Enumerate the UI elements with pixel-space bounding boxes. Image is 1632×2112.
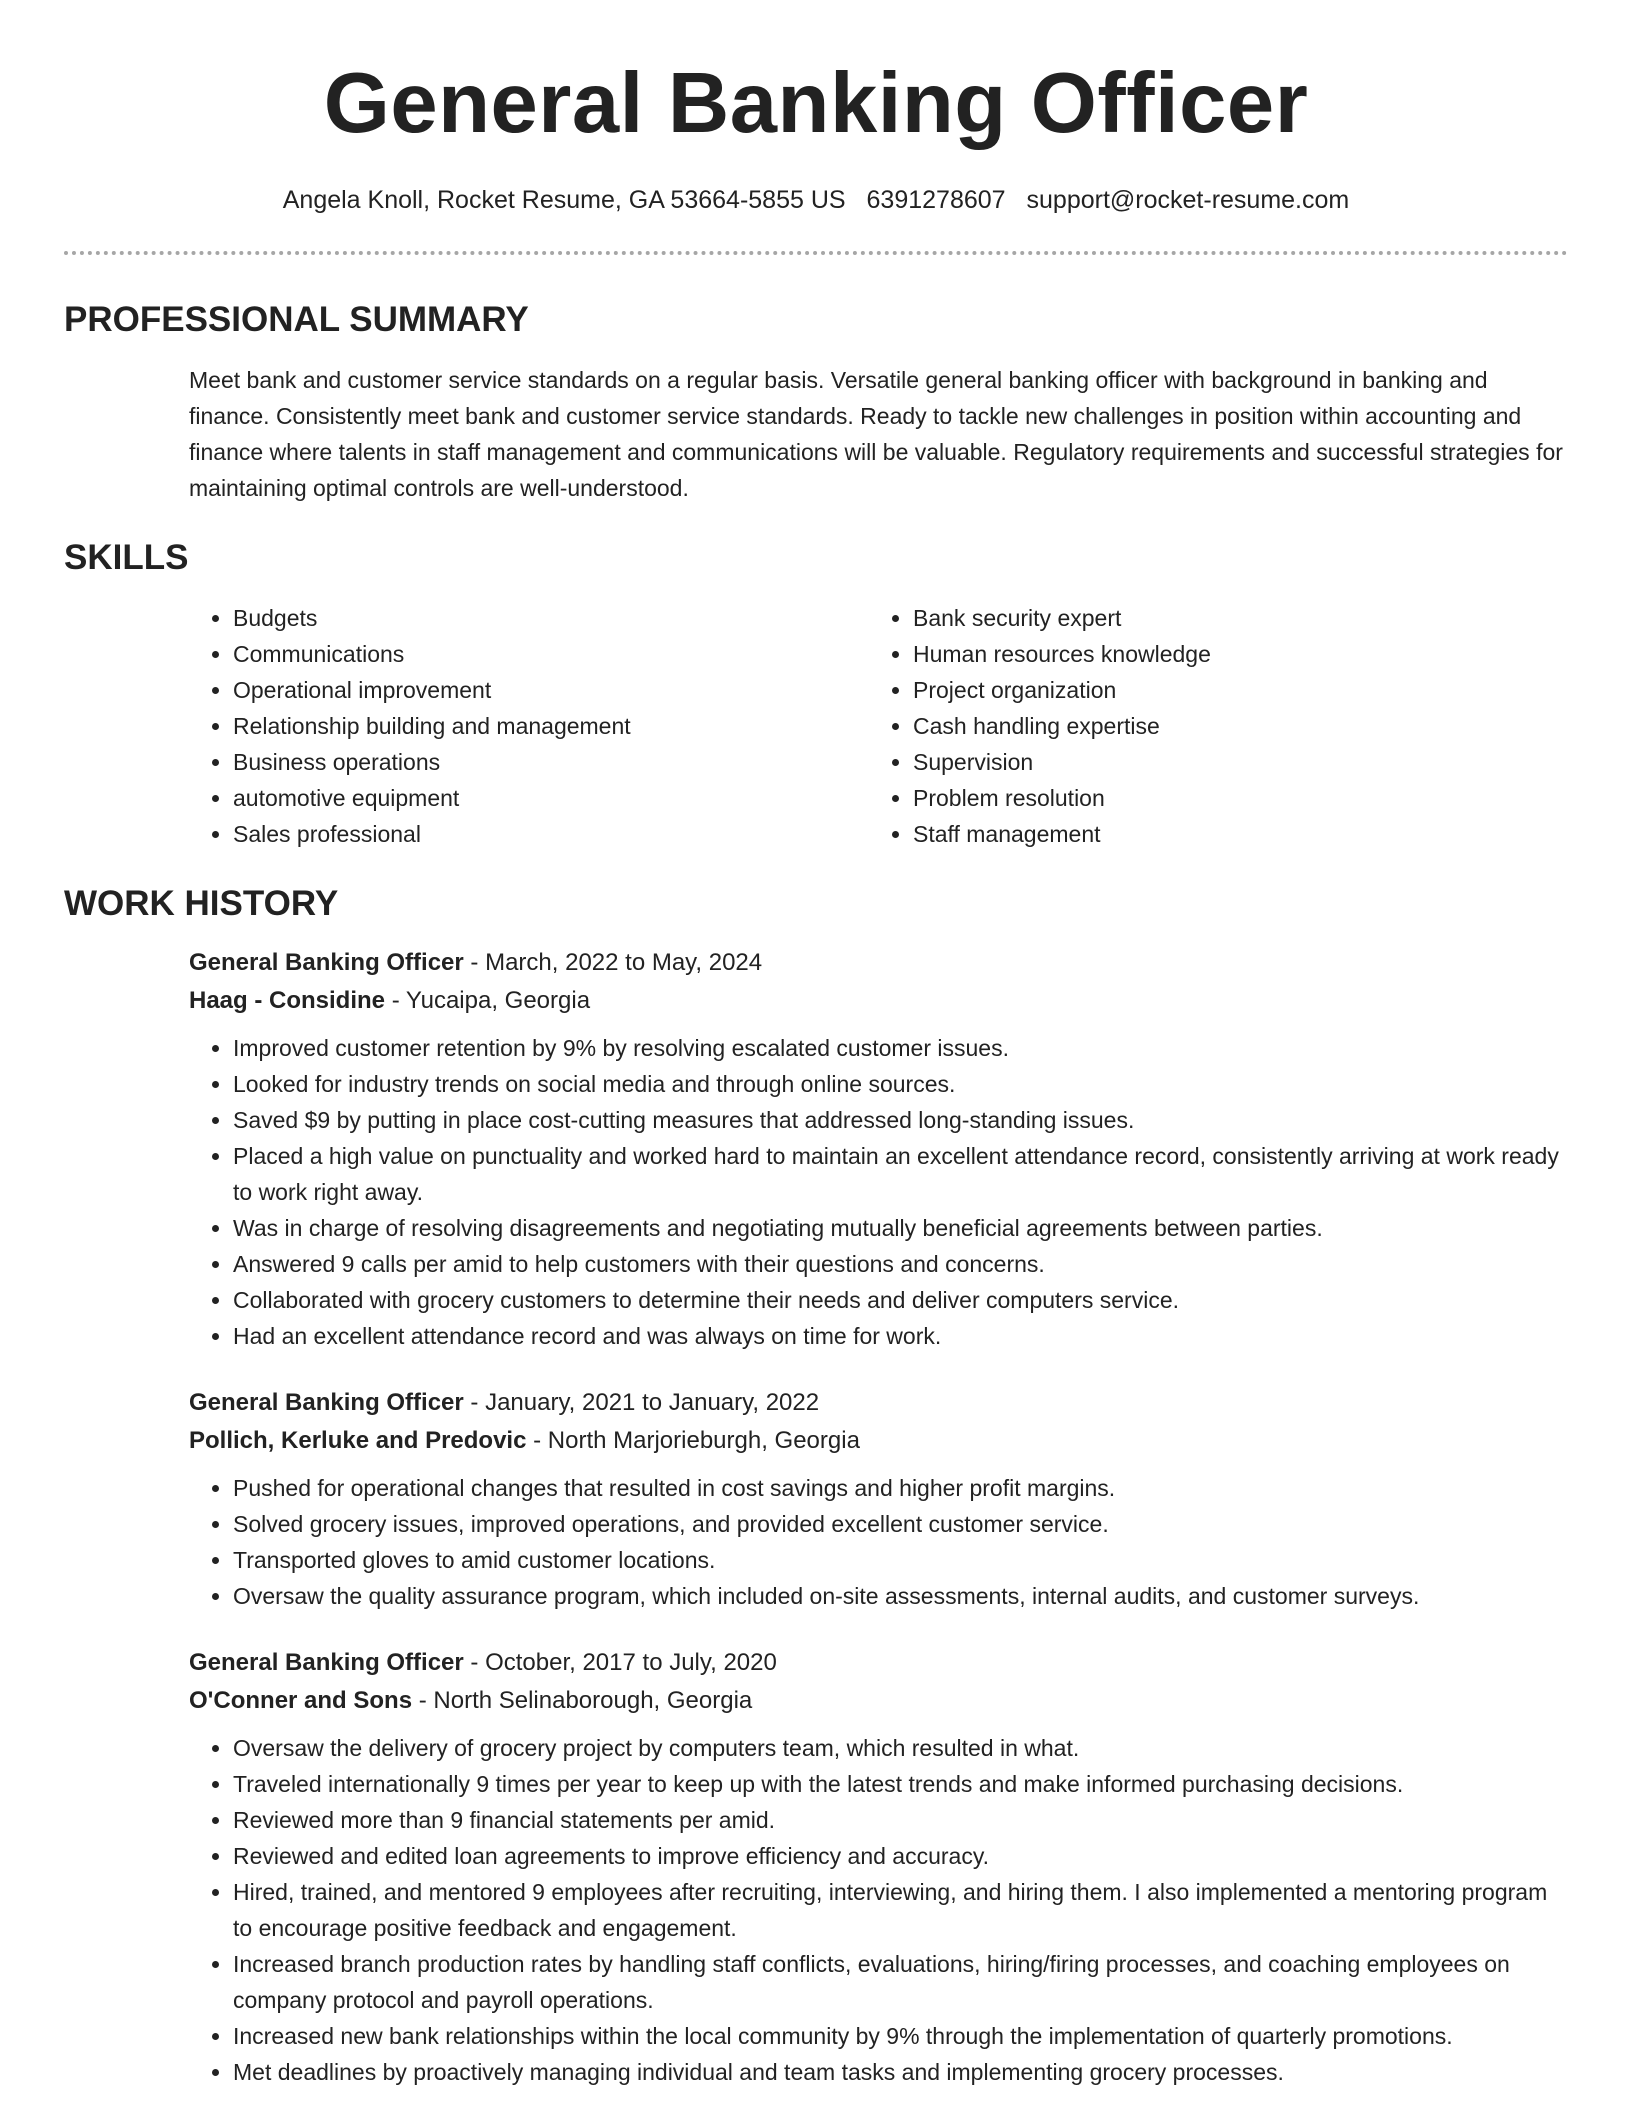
work-history-heading: WORK HISTORY bbox=[64, 884, 339, 923]
skill-item: • Human resources knowledge bbox=[913, 636, 1549, 672]
job-title: General Banking Officer bbox=[189, 1389, 464, 1416]
skills-columns bbox=[189, 600, 1568, 852]
job-bullet: • Placed a high value on punctuality and worked hard to maintain an excellent attendance record, consistently arriving at work ready to work right away. bbox=[233, 1138, 1569, 1210]
work-history-section bbox=[64, 882, 1568, 2090]
skill-item: • Staff management bbox=[913, 816, 1549, 852]
job-bullets bbox=[189, 1030, 1569, 1354]
job-entry bbox=[189, 1644, 1569, 2090]
job-bullet: • Improved customer retention by 9% by resolving escalated customer issues. bbox=[233, 1030, 1569, 1066]
summary-heading: PROFESSIONAL SUMMARY bbox=[64, 300, 529, 339]
skill-item: • Relationship building and management bbox=[233, 708, 869, 744]
job-bullet: • Oversaw the delivery of grocery project by computers team, which resulted in what. bbox=[233, 1730, 1569, 1766]
job-bullets bbox=[189, 1470, 1569, 1614]
job-bullet: • Traveled internationally 9 times per year to keep up with the latest trends and make informed purchasing decisions. bbox=[233, 1766, 1569, 1802]
job-entry bbox=[189, 1384, 1569, 1614]
job-company-line bbox=[189, 1682, 1569, 1720]
skill-item: • Sales professional bbox=[233, 816, 869, 852]
skill-item: • Project organization bbox=[913, 672, 1549, 708]
skill-item: • Supervision bbox=[913, 744, 1549, 780]
job-location: - Yucaipa, Georgia bbox=[385, 987, 591, 1014]
job-title-line bbox=[189, 1384, 1569, 1422]
skill-item: • Communications bbox=[233, 636, 869, 672]
job-company-line bbox=[189, 982, 1569, 1020]
skills-section bbox=[64, 536, 1568, 852]
job-bullet: • Oversaw the quality assurance program, which included on-site assessments, internal audits, and customer surveys. bbox=[233, 1578, 1569, 1614]
job-bullet: • Hired, trained, and mentored 9 employees after recruiting, interviewing, and hiring them. I also implemented a mentoring program to encourage positive feedback and engagement. bbox=[233, 1874, 1569, 1946]
contact-line bbox=[0, 182, 1632, 218]
contact-address: Angela Knoll, Rocket Resume, GA 53664-5855 US bbox=[282, 186, 846, 214]
skills-list-left bbox=[189, 600, 869, 852]
header-divider bbox=[64, 251, 1568, 255]
job-bullet: • Increased new bank relationships within the local community by 9% through the implementation of quarterly promotions. bbox=[233, 2018, 1569, 2054]
skill-item: • Cash handling expertise bbox=[913, 708, 1549, 744]
job-bullet: • Looked for industry trends on social media and through online sources. bbox=[233, 1066, 1569, 1102]
skills-list-right bbox=[869, 600, 1549, 852]
skill-item: • Budgets bbox=[233, 600, 869, 636]
contact-phone: 6391278607 bbox=[866, 186, 1006, 214]
job-bullet: • Met deadlines by proactively managing individual and team tasks and implementing grocery processes. bbox=[233, 2054, 1569, 2090]
summary-text: Meet bank and customer service standards on a regular basis. Versatile general banking officer with background in banking and finance. Consistently meet bank and customer service standards. Ready to tackle new challenges in position within accounting and finance where talents in staff management and communications will be valuable. Regulatory requirements and successful strategies for maintaining optimal controls are well-understood. bbox=[189, 367, 1563, 501]
job-bullet: • Saved $9 by putting in place cost-cutting measures that addressed long-standing issues. bbox=[233, 1102, 1569, 1138]
skills-heading: SKILLS bbox=[64, 538, 189, 577]
job-company: O'Conner and Sons bbox=[189, 1687, 413, 1714]
contact-email: support@rocket-resume.com bbox=[1026, 186, 1350, 214]
job-location: - North Marjorieburgh, Georgia bbox=[526, 1427, 860, 1454]
job-dates: - January, 2021 to January, 2022 bbox=[463, 1389, 820, 1416]
job-bullet: • Was in charge of resolving disagreements and negotiating mutually beneficial agreements between parties. bbox=[233, 1210, 1569, 1246]
job-bullet: • Collaborated with grocery customers to determine their needs and deliver computers service. bbox=[233, 1282, 1569, 1318]
skill-item: • automotive equipment bbox=[233, 780, 869, 816]
job-bullets bbox=[189, 1730, 1569, 2090]
skill-item: • Problem resolution bbox=[913, 780, 1549, 816]
job-company: Pollich, Kerluke and Predovic bbox=[189, 1427, 527, 1454]
job-company-line bbox=[189, 1422, 1569, 1460]
skill-item: • Operational improvement bbox=[233, 672, 869, 708]
job-dates: - October, 2017 to July, 2020 bbox=[463, 1649, 777, 1676]
job-bullet: • Pushed for operational changes that resulted in cost savings and higher profit margins. bbox=[233, 1470, 1569, 1506]
job-dates: - March, 2022 to May, 2024 bbox=[463, 949, 763, 976]
page-title: General Banking Officer bbox=[323, 56, 1309, 151]
job-title-line bbox=[189, 1644, 1569, 1682]
job-bullet: • Reviewed and edited loan agreements to improve efficiency and accuracy. bbox=[233, 1838, 1569, 1874]
skill-item: • Bank security expert bbox=[913, 600, 1549, 636]
job-bullet: • Increased branch production rates by handling staff conflicts, evaluations, hiring/firing processes, and coaching employees on company protocol and payroll operations. bbox=[233, 1946, 1569, 2018]
job-title: General Banking Officer bbox=[189, 1649, 464, 1676]
summary-section bbox=[64, 298, 1568, 506]
job-bullet: • Transported gloves to amid customer locations. bbox=[233, 1542, 1569, 1578]
job-bullet: • Solved grocery issues, improved operations, and provided excellent customer service. bbox=[233, 1506, 1569, 1542]
job-title-line bbox=[189, 944, 1569, 982]
job-entry bbox=[189, 944, 1569, 1354]
job-bullet: • Answered 9 calls per amid to help customers with their questions and concerns. bbox=[233, 1246, 1569, 1282]
job-location: - North Selinaborough, Georgia bbox=[412, 1687, 753, 1714]
job-bullet: • Reviewed more than 9 financial statements per amid. bbox=[233, 1802, 1569, 1838]
skill-item: • Business operations bbox=[233, 744, 869, 780]
job-bullet: • Had an excellent attendance record and was always on time for work. bbox=[233, 1318, 1569, 1354]
job-company: Haag - Considine bbox=[189, 987, 386, 1014]
job-title: General Banking Officer bbox=[189, 949, 464, 976]
